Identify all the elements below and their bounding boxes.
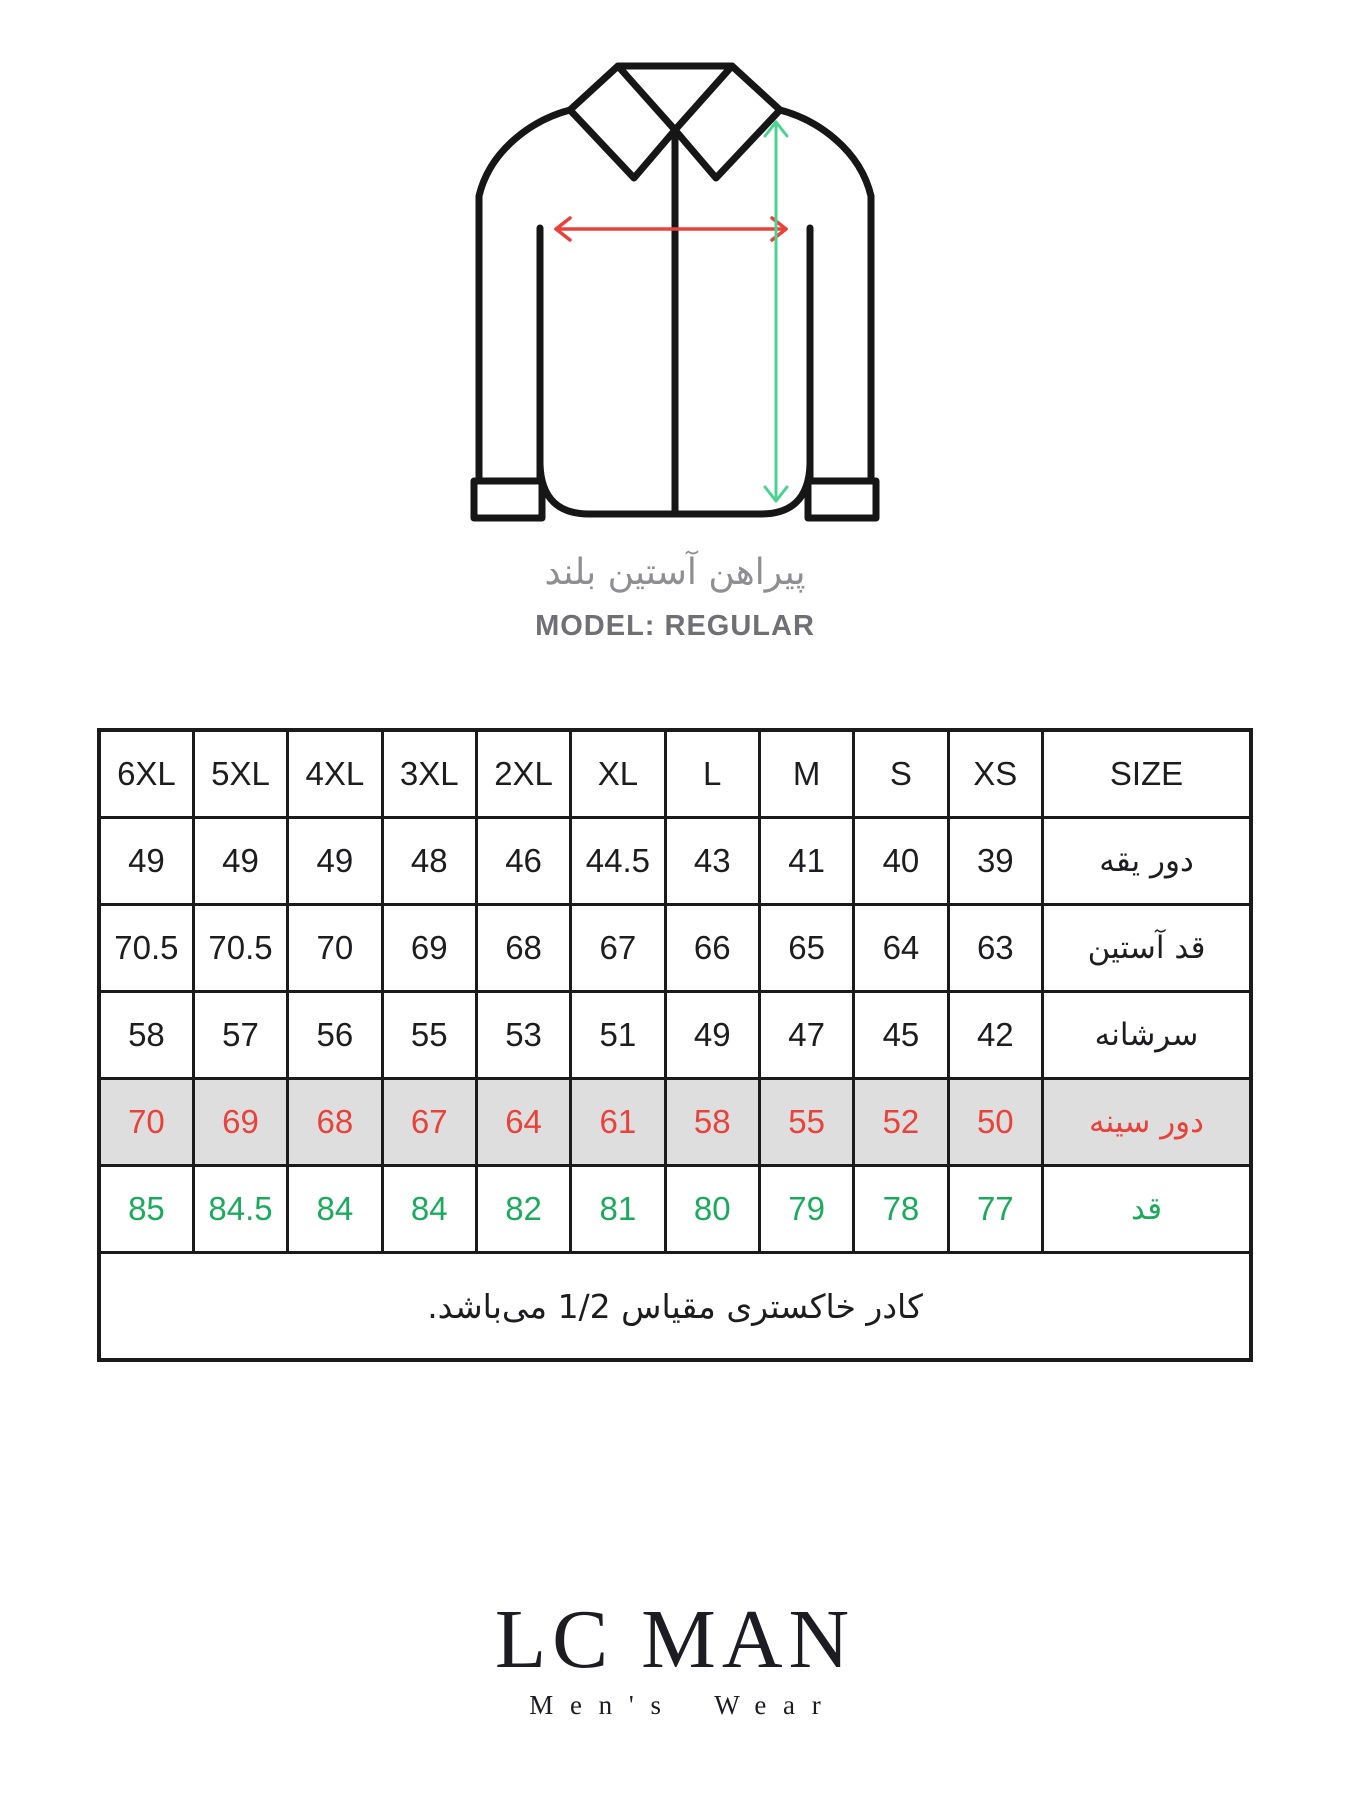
measurement-cell: 78 <box>854 1166 948 1253</box>
size-column-header: XL <box>571 730 665 818</box>
measurement-cell: 42 <box>948 992 1042 1079</box>
measurement-cell: 69 <box>193 1079 287 1166</box>
measurement-cell: 44.5 <box>571 818 665 905</box>
scale-note: کادر خاکستری مقیاس 1/2 می‌باشد. <box>99 1253 1251 1361</box>
measurement-cell: 45 <box>854 992 948 1079</box>
measurement-row-label: دور یقه <box>1043 818 1252 905</box>
measurement-cell: 69 <box>382 905 476 992</box>
measurement-row <box>99 1166 1251 1253</box>
measurement-cell: 84 <box>288 1166 382 1253</box>
measurement-row <box>99 992 1251 1079</box>
measurement-cell: 56 <box>288 992 382 1079</box>
size-column-header: L <box>665 730 759 818</box>
measurement-cell: 70.5 <box>193 905 287 992</box>
measurement-cell: 84 <box>382 1166 476 1253</box>
measurement-cell: 70 <box>288 905 382 992</box>
size-column-header: S <box>854 730 948 818</box>
measurement-cell: 77 <box>948 1166 1042 1253</box>
measurement-cell: 65 <box>759 905 853 992</box>
measurement-cell: 55 <box>382 992 476 1079</box>
measurement-cell: 82 <box>476 1166 570 1253</box>
measurement-cell: 40 <box>854 818 948 905</box>
measurement-cell: 84.5 <box>193 1166 287 1253</box>
measurement-cell: 39 <box>948 818 1042 905</box>
measurement-cell: 57 <box>193 992 287 1079</box>
size-column-header: XS <box>948 730 1042 818</box>
brand-logo <box>0 1593 1350 1721</box>
cuff-right <box>808 481 876 518</box>
measurement-cell: 49 <box>288 818 382 905</box>
measurement-cell: 68 <box>476 905 570 992</box>
measurement-cell: 67 <box>571 905 665 992</box>
measurement-cell: 49 <box>665 992 759 1079</box>
size-column-header: 6XL <box>99 730 193 818</box>
size-column-header: 5XL <box>193 730 287 818</box>
measurement-cell: 81 <box>571 1166 665 1253</box>
chest-width-arrow <box>556 218 786 240</box>
measurement-cell: 52 <box>854 1079 948 1166</box>
model-label: MODEL: REGULAR <box>535 610 815 642</box>
measurement-cell: 67 <box>382 1079 476 1166</box>
measurement-cell: 64 <box>476 1079 570 1166</box>
measurement-cell: 58 <box>665 1079 759 1166</box>
measurement-cell: 43 <box>665 818 759 905</box>
measurement-row <box>99 818 1251 905</box>
measurement-cell: 68 <box>288 1079 382 1166</box>
measurement-cell: 63 <box>948 905 1042 992</box>
measurement-cell: 58 <box>99 992 193 1079</box>
measurement-cell: 79 <box>759 1166 853 1253</box>
measurement-cell: 50 <box>948 1079 1042 1166</box>
size-table-foot <box>99 1253 1251 1361</box>
measurement-cell: 66 <box>665 905 759 992</box>
brand-tagline: Men's Wear <box>529 1690 838 1720</box>
size-column-header: 4XL <box>288 730 382 818</box>
sleeve-right-outer <box>780 110 871 481</box>
measurement-cell: 51 <box>571 992 665 1079</box>
measurement-row-label: قد آستین <box>1043 905 1252 992</box>
measurement-row <box>99 1079 1251 1166</box>
measurement-cell: 53 <box>476 992 570 1079</box>
measurement-cell: 41 <box>759 818 853 905</box>
measurement-cell: 49 <box>99 818 193 905</box>
measurement-cell: 46 <box>476 818 570 905</box>
size-column-header: M <box>759 730 853 818</box>
measurement-cell: 55 <box>759 1079 853 1166</box>
measurement-cell: 70 <box>99 1079 193 1166</box>
sleeve-left-outer <box>479 110 570 481</box>
measurement-cell: 49 <box>193 818 287 905</box>
brand-name: LC MAN <box>494 1593 856 1686</box>
cuff-left <box>474 481 542 518</box>
garment-title-fa: پیراهن آستین بلند <box>544 552 806 593</box>
measurement-row-label: دور سینه <box>1043 1079 1252 1166</box>
measurement-cell: 80 <box>665 1166 759 1253</box>
measurement-cell: 70.5 <box>99 905 193 992</box>
size-column-header: 3XL <box>382 730 476 818</box>
size-header-row <box>99 730 1251 818</box>
measurement-row <box>99 905 1251 992</box>
collar-left <box>570 66 675 178</box>
shirt-outline <box>474 66 876 518</box>
note-row <box>99 1253 1251 1361</box>
measurement-cell: 85 <box>99 1166 193 1253</box>
measurement-cell: 61 <box>571 1079 665 1166</box>
measurement-cell: 48 <box>382 818 476 905</box>
collar-right <box>675 66 780 178</box>
shirt-diagram <box>470 52 880 524</box>
measurement-cell: 64 <box>854 905 948 992</box>
size-table <box>97 728 1253 1362</box>
size-label-header: SIZE <box>1043 730 1252 818</box>
measurement-cell: 47 <box>759 992 853 1079</box>
measurement-row-label: سرشانه <box>1043 992 1252 1079</box>
size-table-body <box>99 818 1251 1253</box>
garment-length-arrow <box>765 122 787 501</box>
measurement-row-label: قد <box>1043 1166 1252 1253</box>
size-table-head <box>99 730 1251 818</box>
size-column-header: 2XL <box>476 730 570 818</box>
shirt-diagram-section <box>470 52 880 524</box>
